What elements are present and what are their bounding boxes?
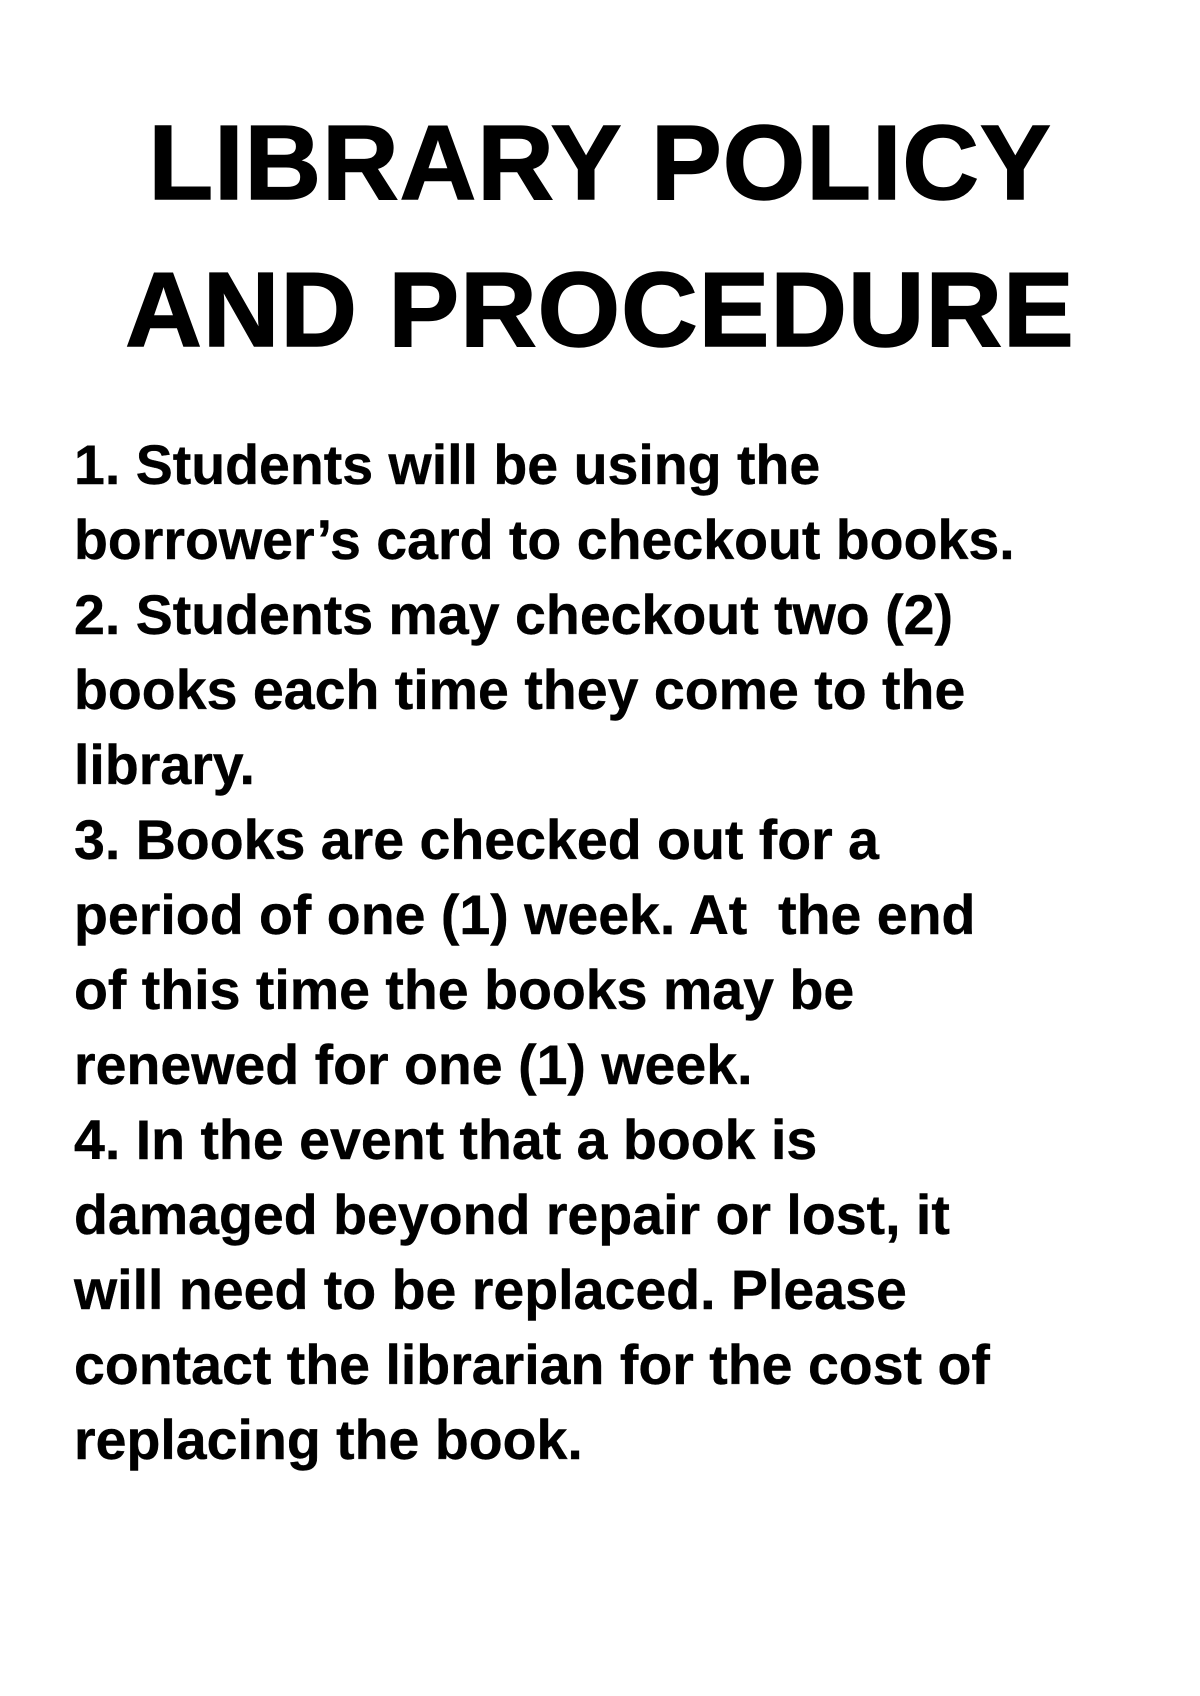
policy-item-2 bbox=[74, 578, 1164, 803]
policy-item-line: of this time the books may be bbox=[74, 959, 855, 1021]
policy-item-line: borrower’s card to checkout books. bbox=[74, 509, 1015, 571]
policy-item-4 bbox=[74, 1103, 1164, 1478]
policy-item-line: 2. Students may checkout two (2) bbox=[74, 584, 953, 646]
policy-item-line: damaged beyond repair or lost, it bbox=[74, 1184, 950, 1246]
page-title bbox=[0, 90, 1200, 384]
policy-item-line: contact the librarian for the cost of bbox=[74, 1334, 990, 1396]
policy-item-3 bbox=[74, 803, 1164, 1103]
policy-item-line: library. bbox=[74, 734, 255, 796]
policy-item-1 bbox=[74, 428, 1164, 578]
policy-item-line: 1. Students will be using the bbox=[74, 434, 821, 496]
policy-item-line: will need to be replaced. Please bbox=[74, 1259, 907, 1321]
title-line-2: AND PROCEDURE bbox=[125, 251, 1075, 369]
policy-item-line: renewed for one (1) week. bbox=[74, 1034, 753, 1096]
policy-item-line: 3. Books are checked out for a bbox=[74, 809, 880, 871]
title-line-1: LIBRARY POLICY bbox=[148, 104, 1052, 222]
policy-item-line: period of one (1) week. At the end bbox=[74, 884, 976, 946]
policy-item-line: 4. In the event that a book is bbox=[74, 1109, 818, 1171]
policy-list bbox=[74, 428, 1164, 1478]
policy-item-line: books each time they come to the bbox=[74, 659, 966, 721]
policy-item-line: replacing the book. bbox=[74, 1409, 583, 1471]
